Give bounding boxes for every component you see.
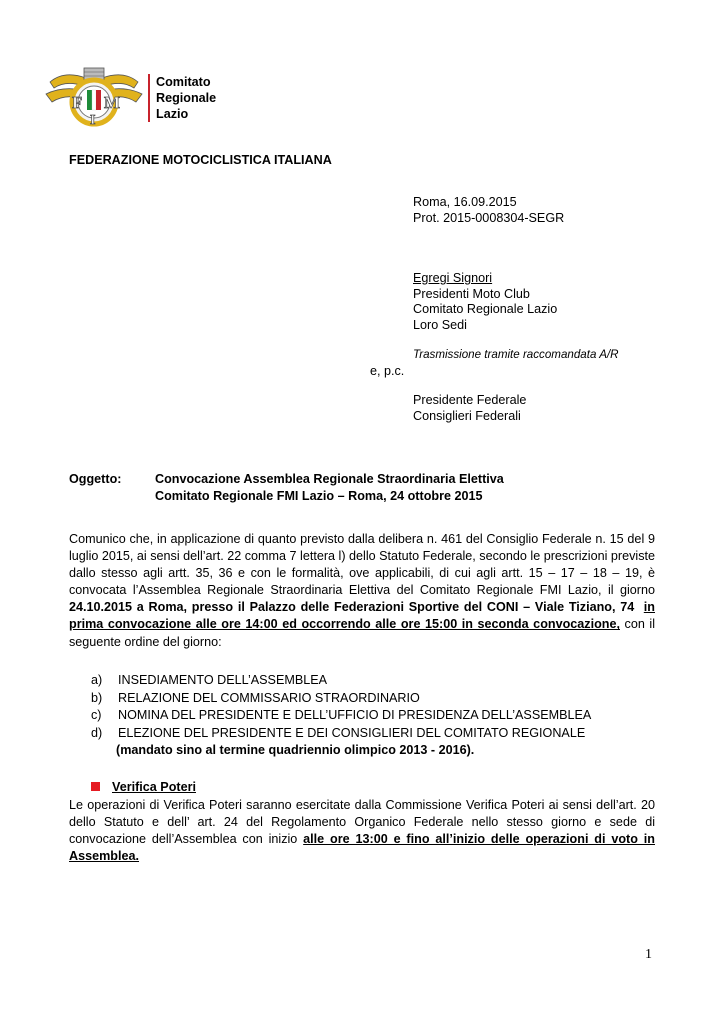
cc-line: Consiglieri Federali <box>413 408 521 423</box>
section-title: Verifica Poteri <box>112 780 196 794</box>
square-bullet-icon <box>91 782 100 791</box>
subject <box>69 471 504 505</box>
subject-label: Oggetto: <box>69 472 122 486</box>
fmi-logo-icon <box>44 64 144 130</box>
section-paragraph <box>69 797 655 865</box>
list-item: b) RELAZIONE DEL COMMISSARIO STRAORDINARIO <box>91 690 420 705</box>
section-text: Le operazioni di Verifica Poteri saranno esercitate dalla Commissione Verifica Poteri ai sensi dell’art. 20 dello Statuto e dell’ art. 24 del Regolamento Organico Federale nello stesso giorno e sede di convocazione dell’Assemblea con inizio <box>69 798 655 847</box>
comitato-line: Comitato <box>156 75 211 89</box>
svg-text:M: M <box>104 93 121 112</box>
cc-label: e, p.c. <box>370 364 405 378</box>
page-number: 1 <box>645 947 652 962</box>
date: Roma, 16.09.2015 <box>413 195 517 209</box>
list-item: c) NOMINA DEL PRESIDENTE E DELL’UFFICIO DI PRESIDENZA DELL’ASSEMBLEA <box>91 708 592 723</box>
body-paragraph <box>69 531 655 651</box>
federation-name: FEDERAZIONE MOTOCICLISTICA ITALIANA <box>69 153 332 167</box>
comitato-line: Regionale <box>156 91 217 105</box>
recipient-line: Comitato Regionale Lazio <box>413 302 558 316</box>
list-item: a) INSEDIAMENTO DELL’ASSEMBLEA <box>91 673 328 687</box>
transmission-note: Trasmissione tramite raccomandata A/R <box>413 348 619 361</box>
body-bold: 24.10.2015 a Roma, presso il Palazzo delle Federazioni Sportive del CONI – Viale Tiziano, 74 <box>69 600 635 615</box>
svg-text:I: I <box>90 113 96 128</box>
list-item: d) ELEZIONE DEL PRESIDENTE E DEI CONSIGLIERI DEL COMITATO REGIONALE <box>91 726 586 741</box>
recipient-line: Loro Sedi <box>413 317 467 332</box>
agenda-list <box>91 672 591 743</box>
subject-line: Convocazione Assemblea Regionale Straordinaria Elettiva <box>155 472 504 486</box>
recipients-block <box>413 271 557 333</box>
body-end: con il seguente ordine del giorno: <box>69 617 655 649</box>
cc-line: Presidente Federale <box>413 393 527 407</box>
date-block <box>413 195 564 226</box>
body-bold-underlined: in prima convocazione alle ore 14:00 ed occorrendo alle ore 15:00 in seconda convocazione, <box>69 600 655 632</box>
salutation: Egregi Signori <box>413 271 493 285</box>
section-heading <box>91 780 196 794</box>
recipient-line: Presidenti Moto Club <box>413 286 530 301</box>
comitato-line: Lazio <box>156 107 189 121</box>
section-bold-underlined: alle ore 13:00 e fino all’inizio delle operazioni di voto in Assemblea. <box>69 832 655 864</box>
protocol: Prot. 2015-0008304-SEGR <box>413 210 565 225</box>
svg-text:F: F <box>72 93 83 112</box>
comitato-label <box>148 74 216 122</box>
cc-block <box>413 393 526 424</box>
body-text: Comunico che, in applicazione di quanto previsto dalla delibera n. 461 del Consiglio Federale n. 15 del 9 luglio 2015, ai sensi dell’art. 22 comma 7 lettera l) dello Statuto Federale, secondo le prescrizioni previste dallo stesso agli artt. 35, 36 e con le formalità, ove applicabili, di cui agli artt. 15 – 17 – 18 – 19, è convocata l’Assemblea Regionale Straordinaria Elettiva del Comitato Regionale FMI Lazio, il giorno <box>69 532 655 598</box>
agenda-note: (mandato sino al termine quadriennio olimpico 2013 - 2016). <box>116 743 475 757</box>
subject-line: Comitato Regionale FMI Lazio – Roma, 24 ottobre 2015 <box>155 489 483 503</box>
